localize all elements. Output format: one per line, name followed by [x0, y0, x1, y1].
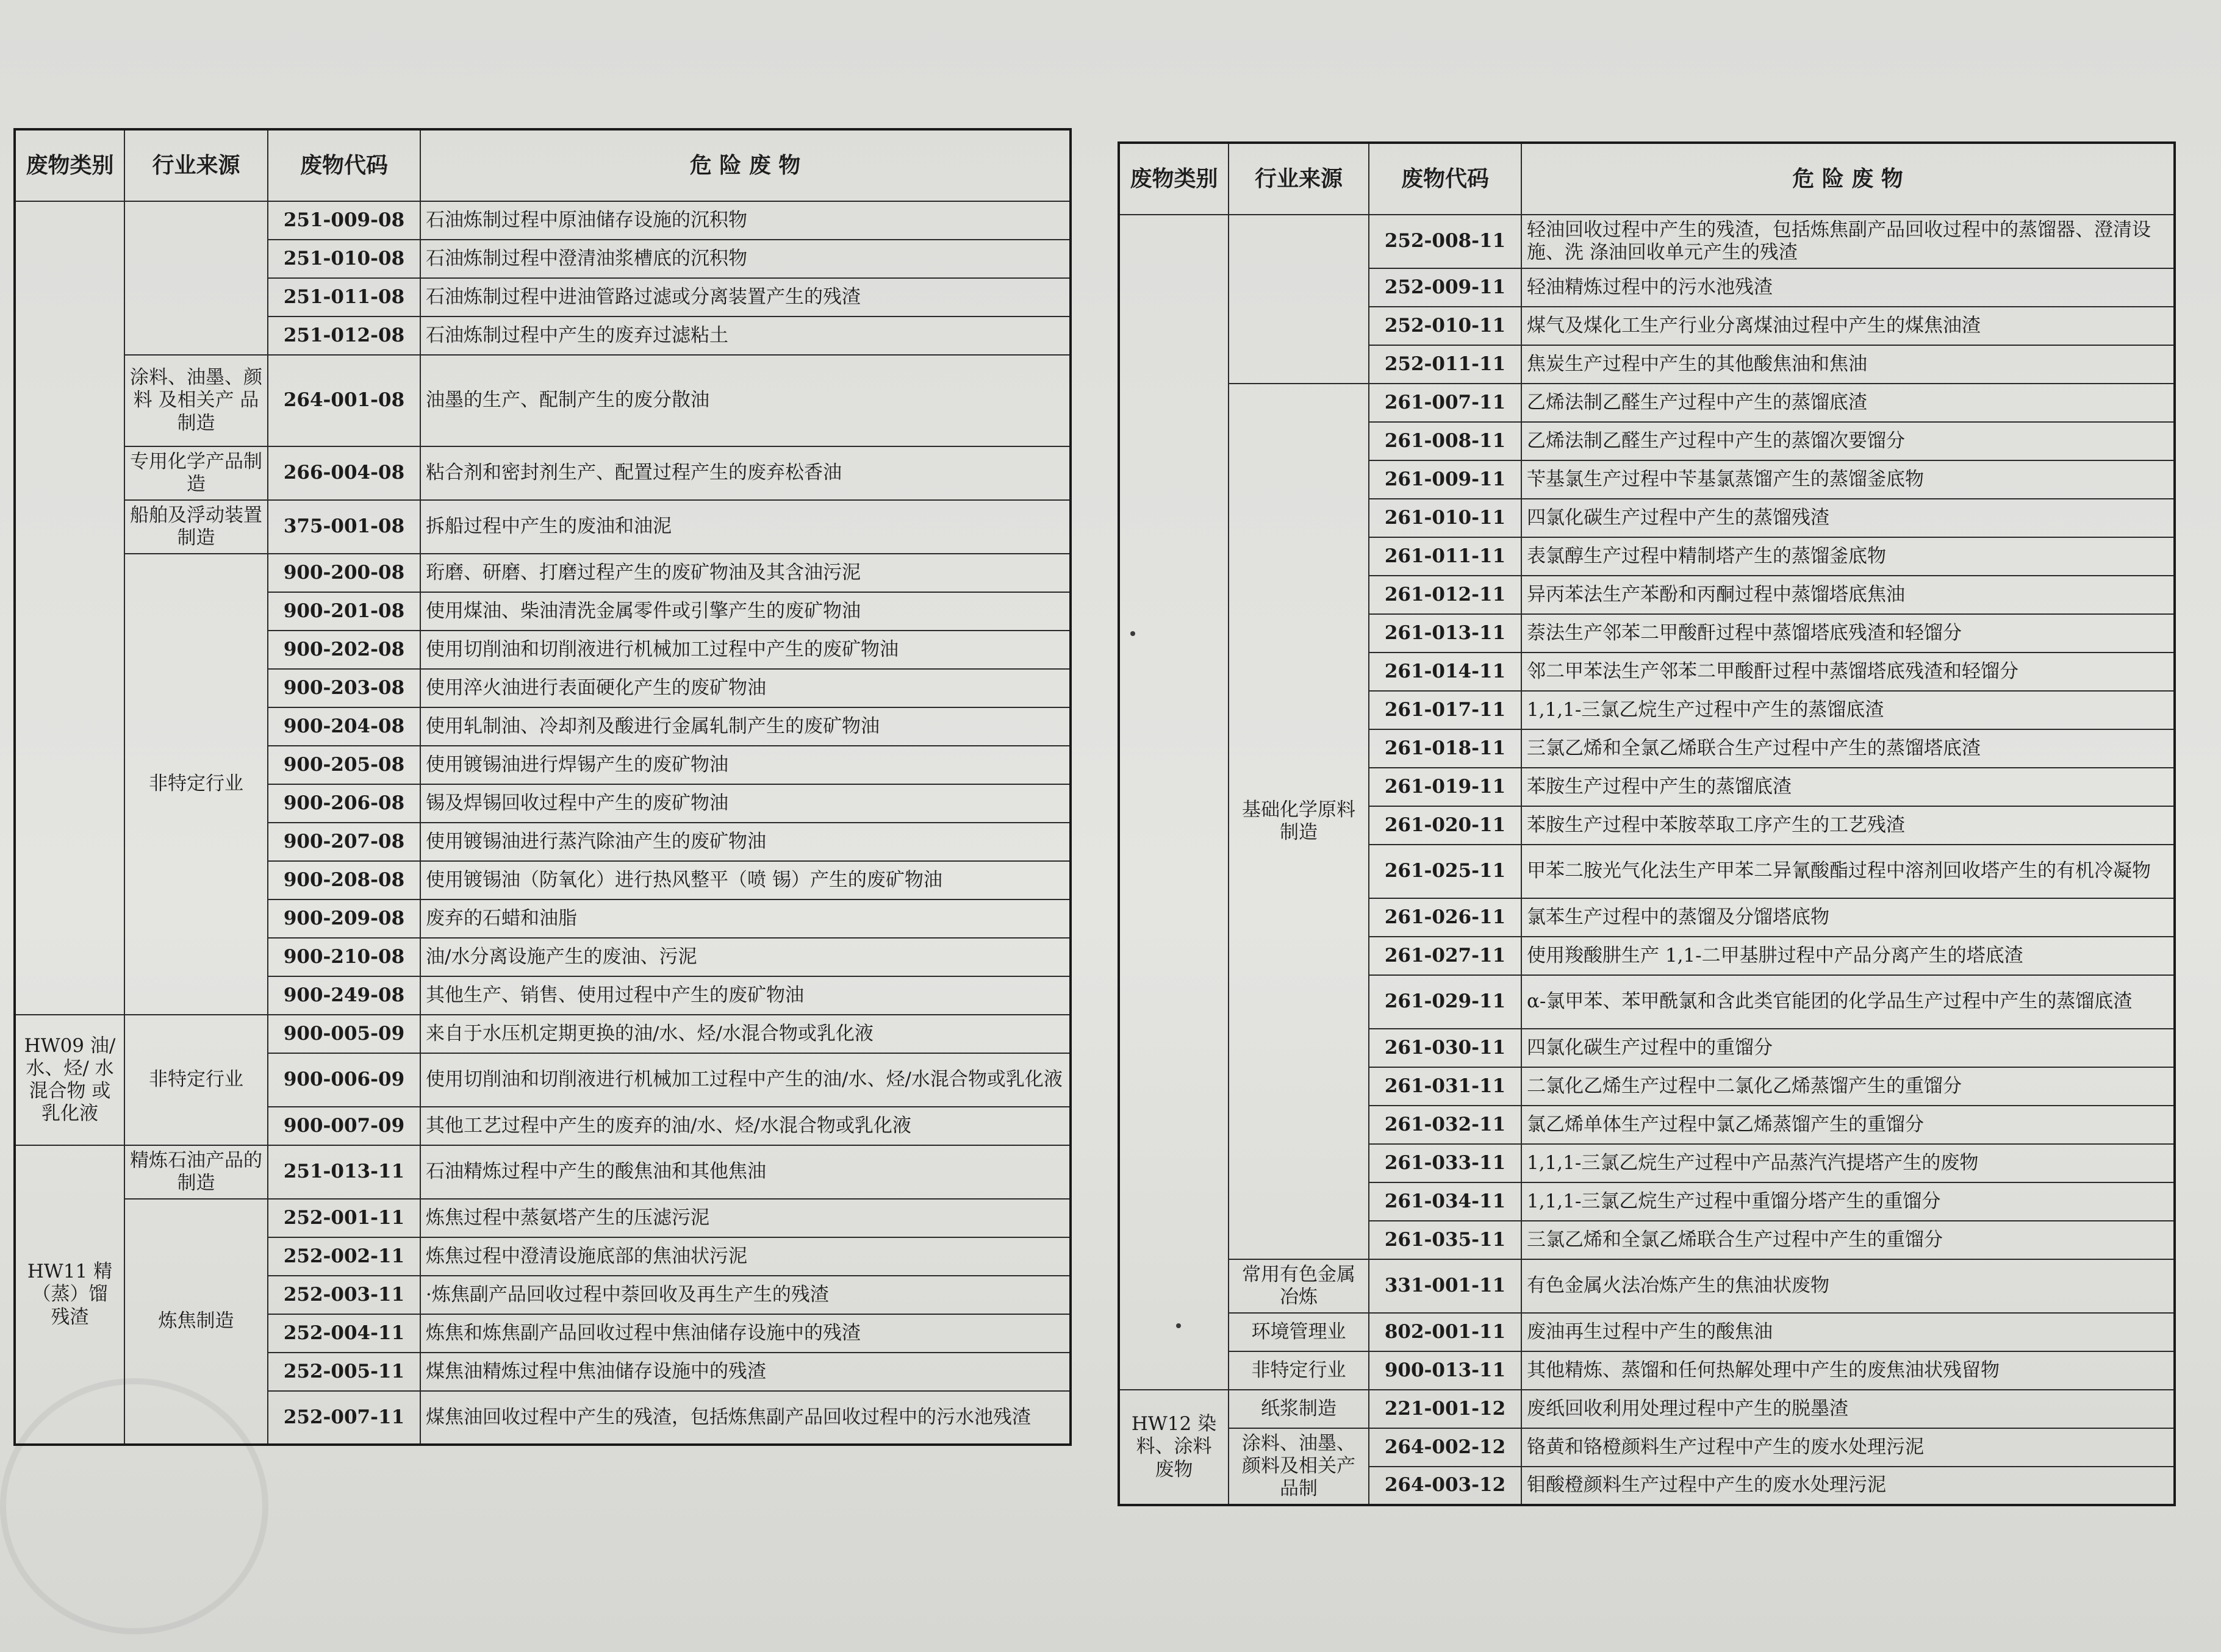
waste-code: 900-249-08	[268, 976, 420, 1015]
waste-code: 261-009-11	[1369, 460, 1521, 499]
waste-description: 炼焦过程中蒸氨塔产生的压滤污泥	[420, 1199, 1071, 1237]
waste-code: 261-014-11	[1369, 653, 1521, 691]
waste-description: 废弃的石蜡和油脂	[420, 899, 1071, 938]
waste-description: 表氯醇生产过程中精制塔产生的蒸馏釜底物	[1521, 537, 2175, 576]
waste-description: 其他工艺过程中产生的废弃的油/水、烃/水混合物或乳化液	[420, 1107, 1071, 1145]
waste-code: 252-003-11	[268, 1276, 420, 1314]
waste-code: 261-007-11	[1369, 384, 1521, 422]
waste-code: 251-009-08	[268, 201, 420, 240]
table-row	[1119, 215, 2175, 268]
header-waste: 危 险 废 物	[420, 129, 1071, 201]
waste-code: 261-035-11	[1369, 1221, 1521, 1259]
table-row	[1119, 1390, 2175, 1428]
waste-code: 900-201-08	[268, 592, 420, 631]
waste-description: 萘法生产邻苯二甲酸酐过程中蒸馏塔底残渣和轻馏分	[1521, 614, 2175, 653]
waste-code: 900-209-08	[268, 899, 420, 938]
header-source: 行业来源	[1229, 143, 1369, 215]
waste-code: 264-002-12	[1369, 1428, 1521, 1467]
right-table-page	[1118, 141, 2176, 1514]
waste-code: 900-204-08	[268, 707, 420, 746]
source-cell-refining-continued	[124, 201, 268, 355]
waste-code: 264-001-08	[268, 355, 420, 446]
waste-code: 261-012-11	[1369, 576, 1521, 614]
waste-code: 261-020-11	[1369, 806, 1521, 845]
waste-description: 有色金属火法冶炼产生的焦油状废物	[1521, 1259, 2175, 1313]
waste-description: 使用镀锡油进行焊锡产生的废矿物油	[420, 746, 1071, 784]
industry-source: 非特定行业	[1229, 1351, 1369, 1390]
waste-code: 900-006-09	[268, 1053, 420, 1107]
source-cell-coking-continued	[1229, 215, 1369, 384]
waste-description: 使用镀锡油（防氧化）进行热风整平（喷 锡）产生的废矿物油	[420, 861, 1071, 899]
waste-description: 煤焦油回收过程中产生的残渣，包括炼焦副产品回收过程中的污水池残渣	[420, 1391, 1071, 1445]
waste-description: 1,1,1-三氯乙烷生产过程中重馏分塔产生的重馏分	[1521, 1182, 2175, 1221]
table-row	[1119, 384, 2175, 422]
industry-source: 专用化学产品制造	[124, 446, 268, 500]
waste-description: 珩磨、研磨、打磨过程产生的废矿物油及其含油污泥	[420, 554, 1071, 592]
waste-description: 石油炼制过程中进油管路过滤或分离装置产生的残渣	[420, 278, 1071, 316]
waste-code: 261-008-11	[1369, 422, 1521, 460]
waste-description: ·炼焦副产品回收过程中萘回收及再生产生的残渣	[420, 1276, 1071, 1314]
table-row	[15, 355, 1071, 446]
waste-description: 炼焦和炼焦副产品回收过程中焦油储存设施中的残渣	[420, 1314, 1071, 1353]
category-hw11: HW11 精（蒸）馏 残渣	[15, 1145, 124, 1445]
waste-code: 261-018-11	[1369, 729, 1521, 768]
waste-code: 252-008-11	[1369, 215, 1521, 268]
waste-code: 900-013-11	[1369, 1351, 1521, 1390]
waste-code: 261-013-11	[1369, 614, 1521, 653]
waste-description: 锡及焊锡回收过程中产生的废矿物油	[420, 784, 1071, 823]
waste-code: 261-034-11	[1369, 1182, 1521, 1221]
waste-code: 900-210-08	[268, 938, 420, 976]
table-row	[15, 1015, 1071, 1053]
waste-description: 石油炼制过程中产生的废弃过滤粘土	[420, 316, 1071, 355]
waste-description: 异丙苯法生产苯酚和丙酮过程中蒸馏塔底焦油	[1521, 576, 2175, 614]
waste-code: 261-011-11	[1369, 537, 1521, 576]
table-row	[15, 201, 1071, 240]
right-waste-table	[1118, 141, 2176, 1506]
category-cell-hw08-continued	[15, 201, 124, 1015]
waste-description: 苯胺生产过程中产生的蒸馏底渣	[1521, 768, 2175, 806]
industry-source: 常用有色金属冶炼	[1229, 1259, 1369, 1313]
waste-description: 油/水分离设施产生的废油、污泥	[420, 938, 1071, 976]
waste-code: 252-001-11	[268, 1199, 420, 1237]
industry-source: 环境管理业	[1229, 1313, 1369, 1351]
waste-description: 轻油回收过程中产生的残渣，包括炼焦副产品回收过程中的蒸馏器、澄清设施、洗 涤油回收单元产生的残渣	[1521, 215, 2175, 268]
waste-description: 乙烯法制乙醛生产过程中产生的蒸馏次要馏分	[1521, 422, 2175, 460]
waste-description: 苯胺生产过程中苯胺萃取工序产生的工艺残渣	[1521, 806, 2175, 845]
industry-source-paint: 涂料、油墨、颜料及相关产品制	[1229, 1428, 1369, 1505]
waste-description: 炼焦过程中澄清设施底部的焦油状污泥	[420, 1237, 1071, 1276]
waste-code: 261-030-11	[1369, 1029, 1521, 1067]
table-row	[15, 1145, 1071, 1199]
waste-description: 使用羧酸肼生产 1,1-二甲基肼过程中产品分离产生的塔底渣	[1521, 937, 2175, 975]
waste-description: 邻二甲苯法生产邻苯二甲酸酐过程中蒸馏塔底残渣和轻馏分	[1521, 653, 2175, 691]
table-row	[15, 554, 1071, 592]
category-hw09: HW09 油/水、烃/ 水混合物 或乳化液	[15, 1015, 124, 1145]
waste-description: 氯苯生产过程中的蒸馏及分馏塔底物	[1521, 898, 2175, 937]
waste-code: 900-005-09	[268, 1015, 420, 1053]
waste-description: 1,1,1-三氯乙烷生产过程中产生的蒸馏底渣	[1521, 691, 2175, 729]
waste-code: 252-004-11	[268, 1314, 420, 1353]
waste-code: 900-202-08	[268, 631, 420, 669]
waste-code: 900-208-08	[268, 861, 420, 899]
category-hw12: HW12 染料、涂料 废物	[1119, 1390, 1229, 1505]
table-row	[1119, 1259, 2175, 1313]
waste-code: 252-011-11	[1369, 345, 1521, 384]
left-waste-table	[13, 128, 1072, 1446]
waste-code: 251-010-08	[268, 240, 420, 278]
table-row	[15, 1199, 1071, 1237]
waste-code: 252-010-11	[1369, 307, 1521, 345]
waste-code: 251-011-08	[268, 278, 420, 316]
waste-description: 焦炭生产过程中产生的其他酸焦油和焦油	[1521, 345, 2175, 384]
waste-code: 252-007-11	[268, 1391, 420, 1445]
waste-description: 乙烯法制乙醛生产过程中产生的蒸馏底渣	[1521, 384, 2175, 422]
table-row	[1119, 1428, 2175, 1467]
waste-description: 使用煤油、柴油清洗金属零件或引擎产生的废矿物油	[420, 592, 1071, 631]
waste-description: 二氯化乙烯生产过程中二氯化乙烯蒸馏产生的重馏分	[1521, 1067, 2175, 1106]
waste-description: 三氯乙烯和全氯乙烯联合生产过程中产生的重馏分	[1521, 1221, 2175, 1259]
waste-description: 使用切削油和切削液进行机械加工过程中产生的废矿物油	[420, 631, 1071, 669]
waste-description: 粘合剂和密封剂生产、配置过程产生的废弃松香油	[420, 446, 1071, 500]
waste-description: 苄基氯生产过程中苄基氯蒸馏产生的蒸馏釜底物	[1521, 460, 2175, 499]
header-code: 废物代码	[1369, 143, 1521, 215]
waste-code: 802-001-11	[1369, 1313, 1521, 1351]
waste-code: 252-009-11	[1369, 268, 1521, 307]
waste-description: 使用淬火油进行表面硬化产生的废矿物油	[420, 669, 1071, 707]
waste-code: 261-019-11	[1369, 768, 1521, 806]
industry-source-nonspecific: 非特定行业	[124, 554, 268, 1015]
waste-code: 264-003-12	[1369, 1467, 1521, 1505]
waste-code: 261-032-11	[1369, 1106, 1521, 1144]
waste-description: 煤焦油精炼过程中焦油储存设施中的残渣	[420, 1353, 1071, 1391]
waste-description: 使用轧制油、冷却剂及酸进行金属轧制产生的废矿物油	[420, 707, 1071, 746]
industry-source-basic-chemical: 基础化学原料制造	[1229, 384, 1369, 1259]
waste-code: 266-004-08	[268, 446, 420, 500]
waste-code: 900-206-08	[268, 784, 420, 823]
industry-source-nonspecific: 非特定行业	[124, 1015, 268, 1145]
table-row	[1119, 1351, 2175, 1390]
waste-description: 拆船过程中产生的废油和油泥	[420, 500, 1071, 554]
waste-description: 三氯乙烯和全氯乙烯联合生产过程中产生的蒸馏塔底渣	[1521, 729, 2175, 768]
waste-description: 轻油精炼过程中的污水池残渣	[1521, 268, 2175, 307]
table-row	[1119, 1313, 2175, 1351]
waste-description: 煤气及煤化工生产行业分离煤油过程中产生的煤焦油渣	[1521, 307, 2175, 345]
waste-description: 使用镀锡油进行蒸汽除油产生的废矿物油	[420, 823, 1071, 861]
waste-description: 使用切削油和切削液进行机械加工过程中产生的油/水、烃/水混合物或乳化液	[420, 1053, 1071, 1107]
waste-description: 来自于水压机定期更换的油/水、烃/水混合物或乳化液	[420, 1015, 1071, 1053]
waste-code: 900-007-09	[268, 1107, 420, 1145]
waste-description: 1,1,1-三氯乙烷生产过程中产品蒸汽汽提塔产生的废物	[1521, 1144, 2175, 1182]
header-source: 行业来源	[124, 129, 268, 201]
waste-description: 四氯化碳生产过程中产生的蒸馏残渣	[1521, 499, 2175, 537]
industry-source: 船舶及浮动装置制造	[124, 500, 268, 554]
waste-code: 261-033-11	[1369, 1144, 1521, 1182]
waste-description: 甲苯二胺光气化法生产甲苯二异氰酸酯过程中溶剂回收塔产生的有机冷凝物	[1521, 845, 2175, 898]
header-category: 废物类别	[15, 129, 124, 201]
waste-description: 氯乙烯单体生产过程中氯乙烯蒸馏产生的重馏分	[1521, 1106, 2175, 1144]
industry-source-refining: 精炼石油产品的制造	[124, 1145, 268, 1199]
header-waste: 危 险 废 物	[1521, 143, 2175, 215]
waste-code: 900-200-08	[268, 554, 420, 592]
table-row	[15, 446, 1071, 500]
waste-description: 铬黄和铬橙颜料生产过程中产生的废水处理污泥	[1521, 1428, 2175, 1467]
waste-code: 375-001-08	[268, 500, 420, 554]
waste-code: 252-002-11	[268, 1237, 420, 1276]
table-row	[15, 500, 1071, 554]
waste-code: 252-005-11	[268, 1353, 420, 1391]
waste-code: 251-012-08	[268, 316, 420, 355]
waste-code: 261-010-11	[1369, 499, 1521, 537]
waste-code: 900-205-08	[268, 746, 420, 784]
waste-code: 261-029-11	[1369, 975, 1521, 1029]
waste-code: 900-203-08	[268, 669, 420, 707]
waste-description: 油墨的生产、配制产生的废分散油	[420, 355, 1071, 446]
waste-code: 261-017-11	[1369, 691, 1521, 729]
header-category: 废物类别	[1119, 143, 1229, 215]
industry-source: 涂料、油墨、颜料 及相关产 品制造	[124, 355, 268, 446]
waste-description: 四氯化碳生产过程中的重馏分	[1521, 1029, 2175, 1067]
waste-code: 261-025-11	[1369, 845, 1521, 898]
industry-source: 纸浆制造	[1229, 1390, 1369, 1428]
waste-code: 900-207-08	[268, 823, 420, 861]
left-table-page	[13, 128, 1072, 1482]
category-cell-hw11-continued	[1119, 215, 1229, 1390]
waste-description: 废油再生过程中产生的酸焦油	[1521, 1313, 2175, 1351]
waste-code: 261-027-11	[1369, 937, 1521, 975]
waste-description: 石油炼制过程中澄清油浆槽底的沉积物	[420, 240, 1071, 278]
waste-code: 261-026-11	[1369, 898, 1521, 937]
waste-code: 261-031-11	[1369, 1067, 1521, 1106]
waste-code: 221-001-12	[1369, 1390, 1521, 1428]
waste-description: 石油精炼过程中产生的酸焦油和其他焦油	[420, 1145, 1071, 1199]
waste-description: 石油炼制过程中原油储存设施的沉积物	[420, 201, 1071, 240]
waste-description: 其他生产、销售、使用过程中产生的废矿物油	[420, 976, 1071, 1015]
header-code: 废物代码	[268, 129, 420, 201]
waste-description: α-氯甲苯、苯甲酰氯和含此类官能团的化学品生产过程中产生的蒸馏底渣	[1521, 975, 2175, 1029]
industry-source-coking: 炼焦制造	[124, 1199, 268, 1445]
waste-code: 251-013-11	[268, 1145, 420, 1199]
waste-description: 钼酸橙颜料生产过程中产生的废水处理污泥	[1521, 1467, 2175, 1505]
waste-code: 331-001-11	[1369, 1259, 1521, 1313]
waste-description: 其他精炼、蒸馏和任何热解处理中产生的废焦油状残留物	[1521, 1351, 2175, 1390]
waste-description: 废纸回收利用处理过程中产生的脱墨渣	[1521, 1390, 2175, 1428]
